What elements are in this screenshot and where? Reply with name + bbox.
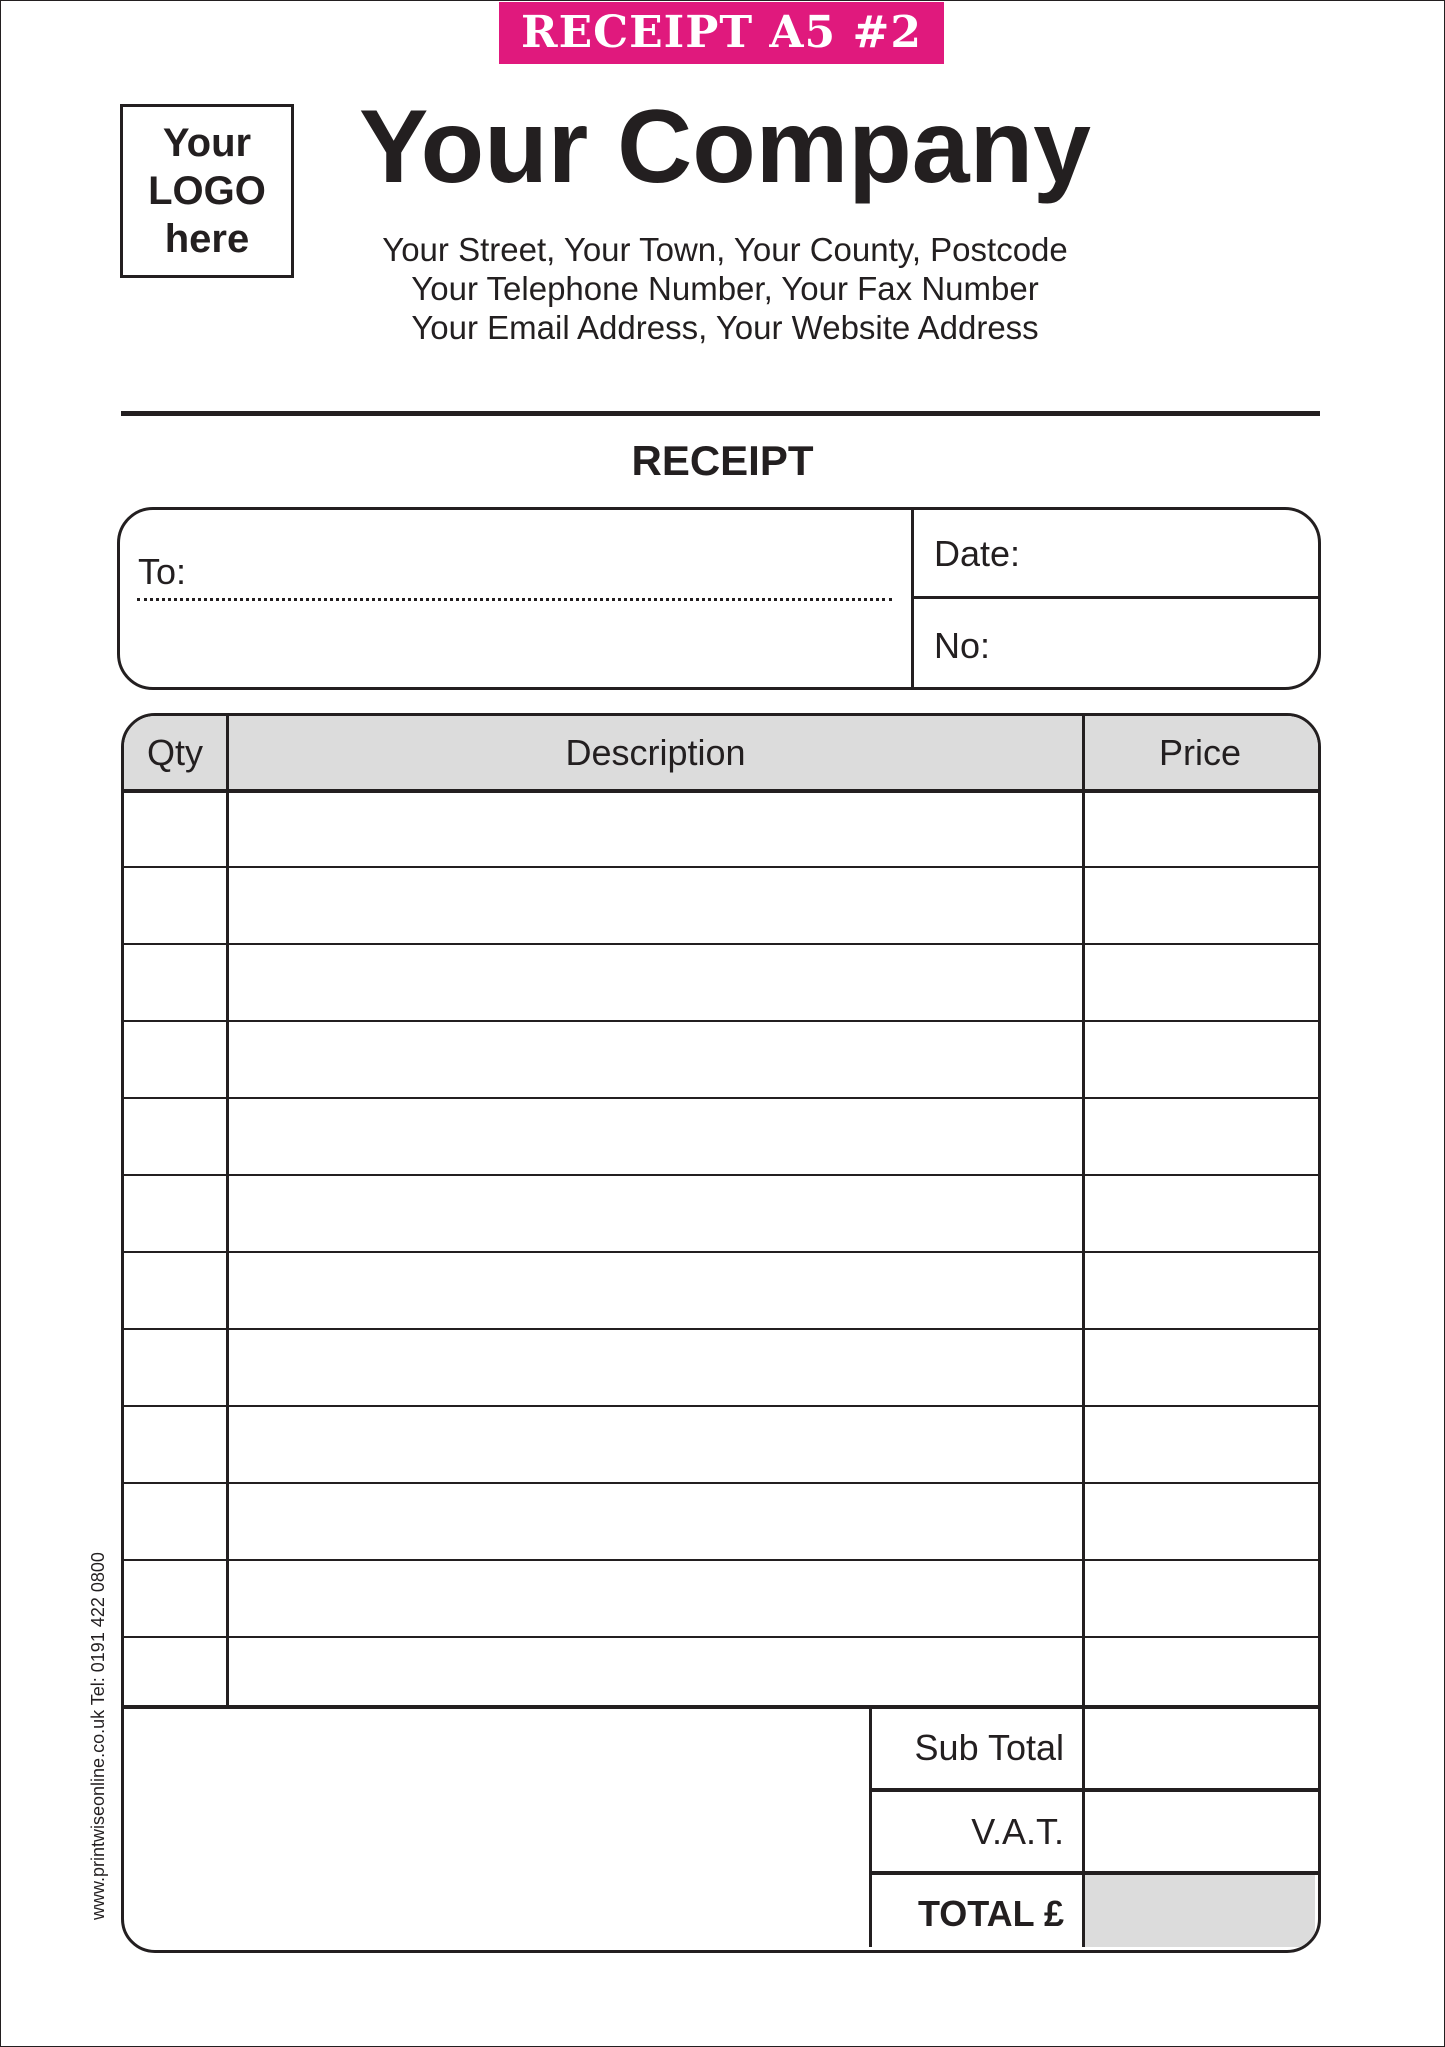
receipt-type-banner: RECEIPT A5 #2 bbox=[499, 2, 944, 64]
column-header-description: Description bbox=[565, 732, 746, 773]
printer-credit: www.printwiseonline.co.uk Tel: 0191 422 0800 bbox=[88, 1552, 108, 1920]
items-table bbox=[121, 713, 1321, 1953]
subtotal-label: Sub Total bbox=[914, 1727, 1064, 1768]
to-label: To: bbox=[138, 551, 187, 592]
column-header-price: Price bbox=[1158, 732, 1242, 773]
date-label: Date: bbox=[934, 533, 1021, 574]
table-row[interactable] bbox=[124, 1482, 1318, 1484]
items-end-line bbox=[124, 1705, 1318, 1709]
table-row[interactable] bbox=[124, 1328, 1318, 1330]
address-line-2: Your Telephone Number, Your Fax Number bbox=[411, 270, 1039, 307]
receipt-title: RECEIPT bbox=[631, 437, 814, 484]
company-address bbox=[340, 230, 1110, 347]
table-row[interactable] bbox=[124, 943, 1318, 945]
logo-line-2: LOGO bbox=[148, 169, 266, 213]
table-row[interactable] bbox=[124, 1097, 1318, 1099]
company-name: Your Company bbox=[359, 89, 1091, 205]
recipient-box bbox=[117, 507, 1321, 690]
to-dotted-line[interactable] bbox=[137, 598, 892, 601]
table-row[interactable] bbox=[124, 1174, 1318, 1176]
number-label: No: bbox=[934, 625, 991, 666]
table-row[interactable] bbox=[124, 1559, 1318, 1561]
table-row[interactable] bbox=[124, 1405, 1318, 1407]
table-row[interactable] bbox=[124, 866, 1318, 868]
address-line-3: Your Email Address, Your Website Address bbox=[411, 309, 1039, 346]
address-line-1: Your Street, Your Town, Your County, Postcode bbox=[382, 231, 1068, 268]
logo-placeholder bbox=[120, 104, 294, 278]
logo-line-1: Your bbox=[162, 121, 252, 165]
table-row[interactable] bbox=[124, 1020, 1318, 1022]
total-amount-field[interactable] bbox=[1085, 1875, 1315, 1947]
total-label: TOTAL £ bbox=[917, 1893, 1064, 1934]
vat-label: V.A.T. bbox=[971, 1811, 1064, 1852]
date-no-divider bbox=[914, 596, 1318, 599]
table-row[interactable] bbox=[124, 1636, 1318, 1638]
column-header-qty: Qty bbox=[146, 732, 203, 773]
header-divider bbox=[121, 411, 1320, 416]
logo-line-3: here bbox=[164, 217, 250, 261]
price-column-divider bbox=[1082, 716, 1085, 1947]
table-row[interactable] bbox=[124, 1251, 1318, 1253]
